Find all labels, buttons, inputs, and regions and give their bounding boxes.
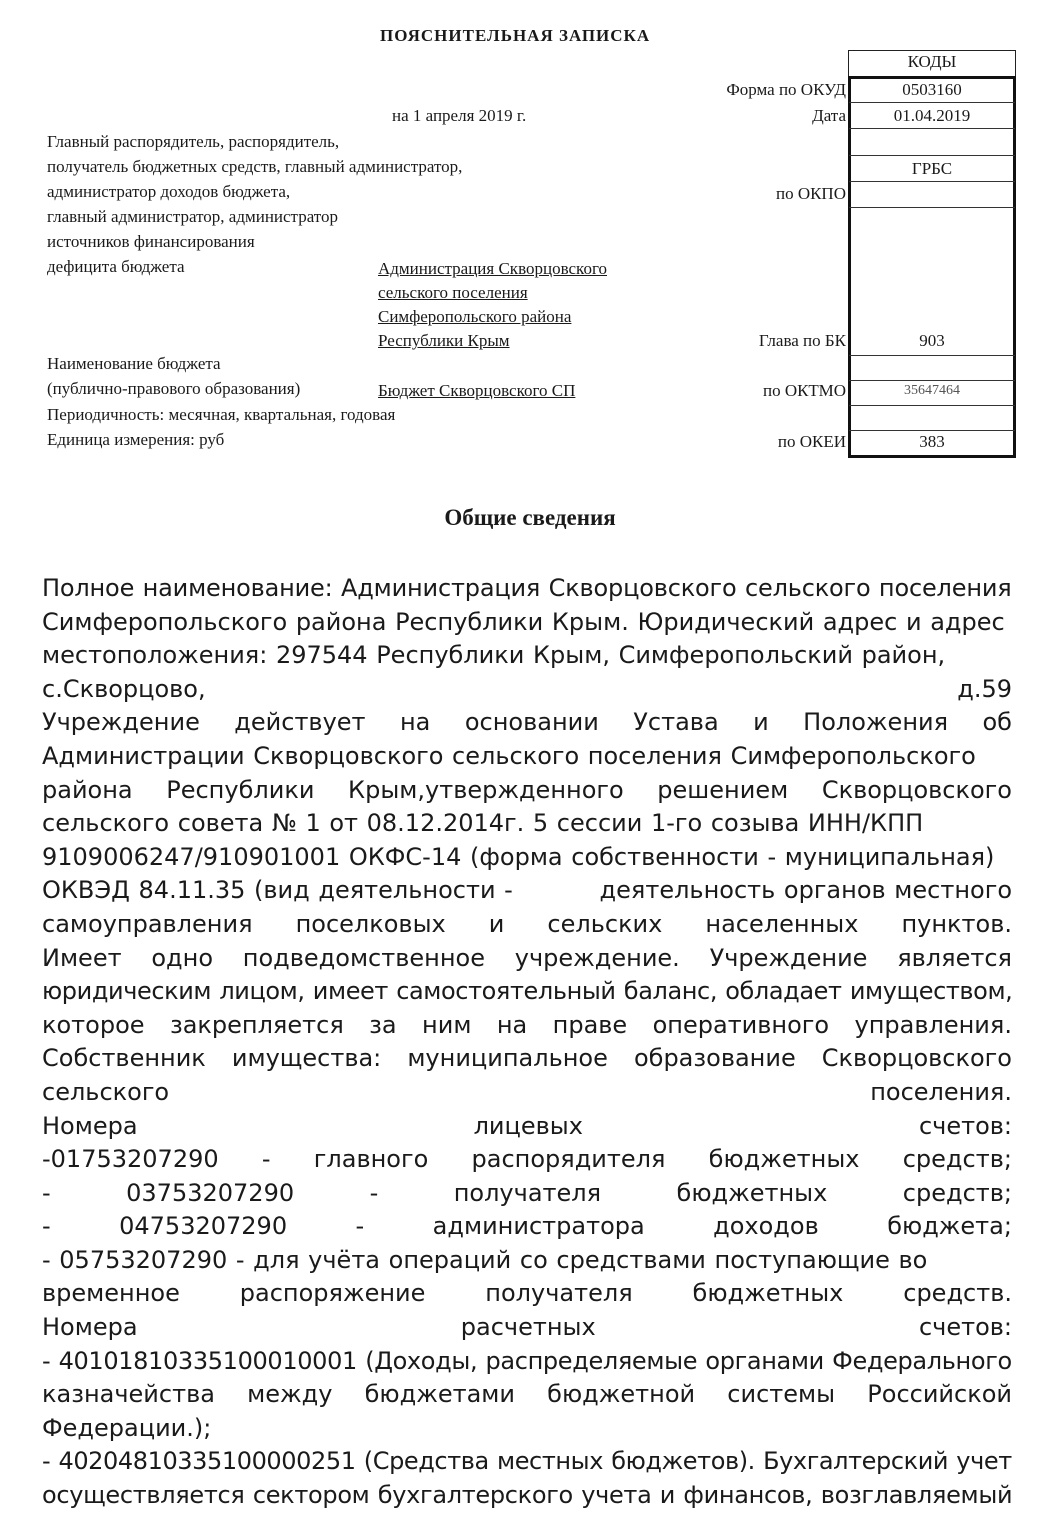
- body-word: средств;: [902, 1145, 1012, 1174]
- body-line: Федерации.);: [42, 1413, 212, 1442]
- body-word: бюджетной: [547, 1380, 696, 1409]
- administrator-label-line: главный администратор, администратор: [47, 207, 339, 226]
- budget-label-sub: (публично-правового образования): [47, 379, 301, 398]
- body-word: одно: [151, 943, 214, 972]
- body-word: поселковых: [295, 909, 446, 938]
- body-word: -: [42, 1212, 51, 1241]
- body-line: [42, 942, 1012, 976]
- codes-row-divider: [849, 181, 1015, 182]
- body-word: -: [369, 1178, 379, 1207]
- codes-row-divider: [849, 430, 1015, 431]
- unit-of-measure: Единица измерения: руб: [47, 430, 225, 449]
- body-word: -: [261, 1145, 271, 1174]
- body-line: сельского совета № 1 от 08.12.2014г. 5 сессии 1-го созыва ИНН/КПП: [42, 809, 924, 838]
- body-word: средств;: [902, 1178, 1012, 1207]
- body-word: главного: [313, 1145, 429, 1174]
- body-word: управления.: [854, 1010, 1012, 1039]
- body-line: местоположения: 297544 Республики Крым, Симферопольский район,: [42, 641, 946, 670]
- body-line: Симферопольского района Республики Крым. Юридический адрес и адрес: [42, 607, 1005, 636]
- body-word: основании: [464, 708, 599, 737]
- body-word: подведомственное: [242, 943, 485, 972]
- oktmo-label: по ОКТМО: [762, 381, 846, 400]
- body-line: Администрации Скворцовского сельского поселения Симферопольского: [42, 741, 976, 770]
- body-word: с.Скворцово,: [42, 674, 206, 703]
- section-title: Общие сведения: [444, 505, 616, 530]
- body-line: [42, 774, 1012, 808]
- body-word: праве: [552, 1010, 628, 1039]
- body-line: - 40101810335100010001 (Доходы, распределяемые органами Федерального: [42, 1346, 1012, 1375]
- codes-row-divider: [849, 380, 1015, 381]
- periodicity: Периодичность: месячная, квартальная, годовая: [47, 405, 396, 424]
- body-word: бюджетных: [692, 1279, 844, 1308]
- oktmo-value: 35647464: [904, 383, 960, 398]
- body-word: деятельность органов местного: [599, 876, 1012, 905]
- body-line: - 40204810335100000251 (Средства местных бюджетов). Бухгалтерский учет: [42, 1447, 1012, 1476]
- body-word: оперативного: [652, 1010, 830, 1039]
- body-line: [42, 673, 1012, 707]
- administrator-label-line: дефицита бюджета: [47, 257, 185, 276]
- document-title: ПОЯСНИТЕЛЬНАЯ ЗАПИСКА: [380, 26, 651, 45]
- body-word: за: [369, 1010, 397, 1039]
- body-word: Крым,утвержденного: [348, 775, 624, 804]
- codes-header: КОДЫ: [907, 52, 957, 71]
- body-word: Собственник: [42, 1044, 206, 1073]
- body-word: сельского: [42, 1077, 170, 1106]
- body-line: [42, 706, 1012, 740]
- bk-value: 903: [919, 331, 945, 350]
- body-word: получателя: [453, 1178, 602, 1207]
- body-word: Российской: [867, 1380, 1012, 1409]
- body-word: Устава: [633, 708, 719, 737]
- codes-row-divider: [849, 155, 1015, 156]
- body-word: 04753207290: [119, 1212, 288, 1241]
- body-word: Положения: [803, 708, 949, 737]
- administrator-label-line: администратор доходов бюджета,: [47, 182, 291, 201]
- okud-label: Форма по ОКУД: [726, 80, 846, 99]
- body-word: закрепляется: [169, 1010, 344, 1039]
- body-word: образование: [633, 1044, 796, 1073]
- body-word: временное: [42, 1279, 180, 1308]
- body-line: [42, 1076, 1012, 1110]
- body-word: расчетных: [460, 1313, 596, 1342]
- body-line: - 05753207290 - для учёта операций со средствами поступающие во: [42, 1245, 928, 1274]
- body-line: [42, 1378, 1012, 1412]
- body-line: Полное наименование: Администрация Скворцовского сельского поселения: [42, 574, 1012, 602]
- body-line: [42, 1177, 1012, 1211]
- body-word: бюджетных: [676, 1178, 828, 1207]
- body-word: казначейства: [42, 1380, 215, 1409]
- codes-row-divider: [849, 355, 1015, 356]
- body-word: Номера: [42, 1111, 138, 1140]
- body-line: [42, 1009, 1012, 1043]
- org-name-line: сельского поселения: [378, 283, 528, 302]
- body-word: системы: [727, 1380, 836, 1409]
- budget-value: Бюджет Скворцовского СП: [378, 381, 576, 400]
- body-line: [42, 1110, 1012, 1144]
- okei-label: по ОКЕИ: [777, 432, 846, 451]
- administrator-label-line: получатель бюджетных средств, главный администратор,: [47, 157, 463, 176]
- body-word: распоряжение: [239, 1279, 426, 1308]
- body-word: Скворцовского: [821, 775, 1012, 804]
- bk-label: Глава по БК: [758, 331, 846, 350]
- org-name-line: Администрация Скворцовского: [378, 259, 607, 278]
- body-text: [42, 572, 1012, 1513]
- body-word: муниципальное: [407, 1044, 608, 1073]
- org-name-line: Республики Крым: [378, 331, 510, 350]
- codes-row-divider: [849, 128, 1015, 129]
- okei-value: 383: [919, 432, 945, 451]
- body-word: решением: [657, 775, 789, 804]
- body-word: поселения.: [870, 1077, 1012, 1106]
- body-word: района: [42, 775, 133, 804]
- body-word: Имеет: [42, 943, 122, 972]
- body-word: на: [496, 1010, 528, 1039]
- body-word: является: [897, 943, 1012, 972]
- body-word: действует: [234, 708, 366, 737]
- body-word: учреждение.: [514, 943, 680, 972]
- body-line: [42, 874, 1012, 908]
- body-word: бюджетами: [364, 1380, 515, 1409]
- body-line: осуществляется сектором бухгалтерского учета и финансов, возглавляемый: [42, 1481, 1013, 1510]
- body-line: [42, 1277, 1012, 1311]
- body-word: Учреждение: [42, 708, 200, 737]
- body-line: [42, 1210, 1012, 1244]
- body-line: [42, 1042, 1012, 1076]
- body-word: сельских: [547, 909, 663, 938]
- body-line: юридическим лицом, имеет самостоятельный баланс, обладает имуществом,: [42, 977, 1013, 1006]
- body-word: самоуправления: [42, 909, 253, 938]
- body-word: Номера: [42, 1313, 138, 1342]
- body-word: д.59: [957, 674, 1012, 703]
- body-word: населенных: [705, 909, 859, 938]
- report-date-line: на 1 апреля 2019 г.: [392, 106, 527, 125]
- body-word: Учреждение: [709, 943, 868, 972]
- body-word: получателя: [485, 1279, 633, 1308]
- date-value: 01.04.2019: [893, 106, 971, 125]
- codes-row-divider: [849, 207, 1015, 208]
- body-line: 9109006247/910901001 ОКФС-14 (форма собственности - муниципальная): [42, 842, 995, 871]
- body-word: -: [355, 1212, 365, 1241]
- body-line: [42, 1311, 1012, 1345]
- body-word: Скворцовского: [821, 1044, 1012, 1073]
- date-label: Дата: [812, 106, 846, 125]
- body-word: ним: [422, 1010, 472, 1039]
- body-word: бюджета;: [887, 1212, 1012, 1241]
- body-word: имущества:: [231, 1044, 382, 1073]
- body-word: между: [247, 1380, 333, 1409]
- codes-row-divider: [849, 102, 1015, 103]
- body-word: и: [753, 708, 769, 737]
- body-word: доходов: [713, 1212, 819, 1241]
- budget-label: Наименование бюджета: [47, 354, 221, 373]
- body-word: 03753207290: [126, 1178, 295, 1207]
- body-word: администратора: [432, 1212, 645, 1241]
- body-word: распорядителя: [471, 1145, 666, 1174]
- body-word: которое: [42, 1010, 145, 1039]
- body-line: [42, 908, 1012, 942]
- administrator-label-line: Главный распорядитель, распорядитель,: [47, 132, 340, 151]
- body-line: [42, 1143, 1012, 1177]
- administrator-label-line: источников финансирования: [47, 232, 255, 251]
- body-word: средств.: [903, 1279, 1012, 1308]
- body-word: на: [399, 708, 431, 737]
- grbs-value: ГРБС: [911, 159, 953, 178]
- okpo-label: по ОКПО: [775, 184, 846, 203]
- body-word: об: [982, 708, 1012, 737]
- body-word: ОКВЭД 84.11.35 (вид деятельности -: [42, 876, 513, 905]
- okud-value: 0503160: [902, 80, 962, 99]
- body-word: Республики: [166, 775, 315, 804]
- codes-row-divider: [849, 405, 1015, 406]
- body-word: -01753207290: [42, 1145, 219, 1174]
- body-word: лицевых: [473, 1111, 583, 1140]
- body-word: счетов:: [918, 1313, 1012, 1342]
- org-name-line: Симферопольского района: [378, 307, 572, 326]
- body-word: и: [488, 909, 505, 938]
- body-word: -: [42, 1178, 51, 1207]
- body-word: бюджетных: [708, 1145, 860, 1174]
- codes-table-frame: [848, 76, 1016, 458]
- body-word: пунктов.: [901, 909, 1012, 938]
- body-word: счетов:: [918, 1111, 1012, 1140]
